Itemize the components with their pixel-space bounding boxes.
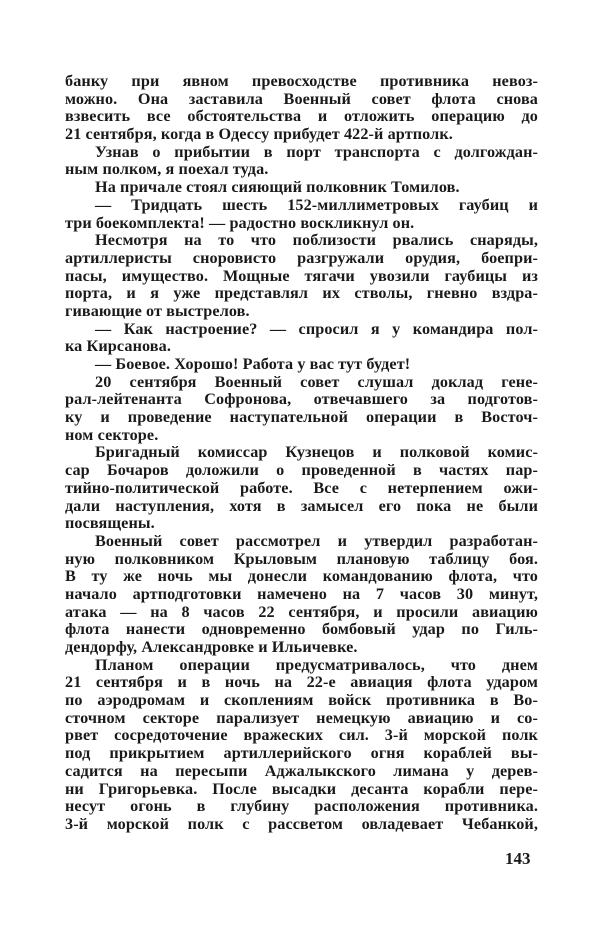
paragraph: [65, 179, 538, 197]
text-line: три боекомплекта! — радостно воскликнул он.: [65, 214, 415, 232]
text-line: ном секторе.: [65, 426, 159, 444]
text-line: — Тридцать шесть 152-миллиметровых гаубиц и: [95, 196, 538, 214]
text-line: Бригадный комиссар Кузнецов и полковой комис-: [95, 444, 538, 462]
text-line: 20 сентября Военный совет слушал доклад гене-: [95, 373, 538, 391]
paragraph: [65, 197, 538, 232]
paragraph: [65, 232, 538, 320]
text-line: рвет сосредоточение вражеских сил. 3-й морской полк: [65, 727, 538, 745]
text-line: 21 сентября, когда в Одессу прибудет 422-й артполк.: [65, 126, 453, 144]
text-line: Планом операции предусматривалось, что днем: [95, 656, 538, 674]
text-line: пасы, имущество. Мощные тягачи увозили гаубицы из: [65, 267, 538, 285]
text-line: тийно-политической работе. Все с нетерпением ожи-: [65, 479, 538, 497]
text-line: ку и проведение наступательной операции в Восточ-: [65, 409, 538, 427]
text-line: дендорфу, Александровке и Ильичевке.: [65, 639, 358, 656]
paragraph: [65, 533, 538, 657]
page-number: 143: [505, 849, 531, 868]
text-line: можно. Она заставила Военный совет флота снова: [65, 90, 538, 108]
text-line: — Боевое. Хорошо! Работа у вас тут будет!: [95, 356, 411, 373]
text-line: — Как настроение? — спросил я у командира пол-: [95, 320, 538, 338]
text-line: флота нанести одновременно бомбовый удар по Гиль-: [65, 621, 538, 639]
text-line: порта, и я уже представлял их стволы, гневно вздра-: [65, 285, 538, 303]
text-line: 21 сентября и в ночь на 22-е авиация флота ударом: [65, 674, 538, 692]
text-line: Узнав о прибытии в порт транспорта с долгождан-: [95, 143, 538, 161]
text-line: гивающие от выстрелов.: [65, 302, 250, 320]
text-line: посвящены.: [65, 515, 155, 533]
text-line: рал-лейтенанта Софронова, отвечавшего за подготов-: [65, 391, 538, 409]
paragraph: [65, 657, 538, 834]
paragraph: [65, 144, 538, 179]
paragraph: [65, 73, 538, 144]
text-line: На причале стоял сияющий полковник Томилов.: [95, 179, 460, 197]
text-line: банку при явном превосходстве противника невоз-: [65, 73, 538, 90]
text-line: артиллеристы сноровисто разгружали орудия, боепри-: [65, 249, 538, 267]
text-line: под прикрытием артиллерийского огня кораблей вы-: [65, 745, 538, 763]
text-line: Военный совет рассмотрел и утвердил разработан-: [95, 532, 538, 550]
text-line: ным полком, я поехал туда.: [65, 161, 269, 179]
text-line: взвесить все обстоятельства и отложить операцию до: [65, 108, 538, 126]
paragraph: [65, 444, 538, 532]
text-line: по аэродромам и скоплениям войск противника в Во-: [65, 692, 538, 710]
text-line: дали наступления, хотя в замысел его пока не были: [65, 497, 538, 515]
text-line: начало артподготовки намечено на 7 часов 30 минут,: [65, 585, 538, 603]
text-line: сточном секторе парализует немецкую авиацию и со-: [65, 709, 538, 727]
text-line: 3-й морской полк с рассветом овладевает Чебанкой,: [65, 815, 538, 833]
text-line: Несмотря на то что поблизости рвались снаряды,: [95, 232, 538, 250]
paragraph: [65, 321, 538, 356]
text-line: несут огонь в глубину расположения противника.: [65, 798, 538, 816]
text-line: ка Кирсанова.: [65, 338, 171, 356]
text-line: атака — на 8 часов 22 сентября, и просили авиацию: [65, 603, 538, 621]
text-line: ную полковником Крыловым плановую таблицу боя.: [65, 550, 538, 568]
text-line: садится на пересыпи Аджалыкского лимана у дерев-: [65, 762, 538, 780]
text-line: ни Григорьевка. После высадки десанта корабли пере-: [65, 780, 538, 798]
paragraph: [65, 356, 538, 374]
text-line: В ту же ночь мы донесли командованию флота, что: [65, 568, 538, 586]
paragraph: [65, 374, 538, 445]
page-body-text: [65, 73, 538, 834]
text-line: сар Бочаров доложили о проведенной в частях пар-: [65, 462, 538, 480]
